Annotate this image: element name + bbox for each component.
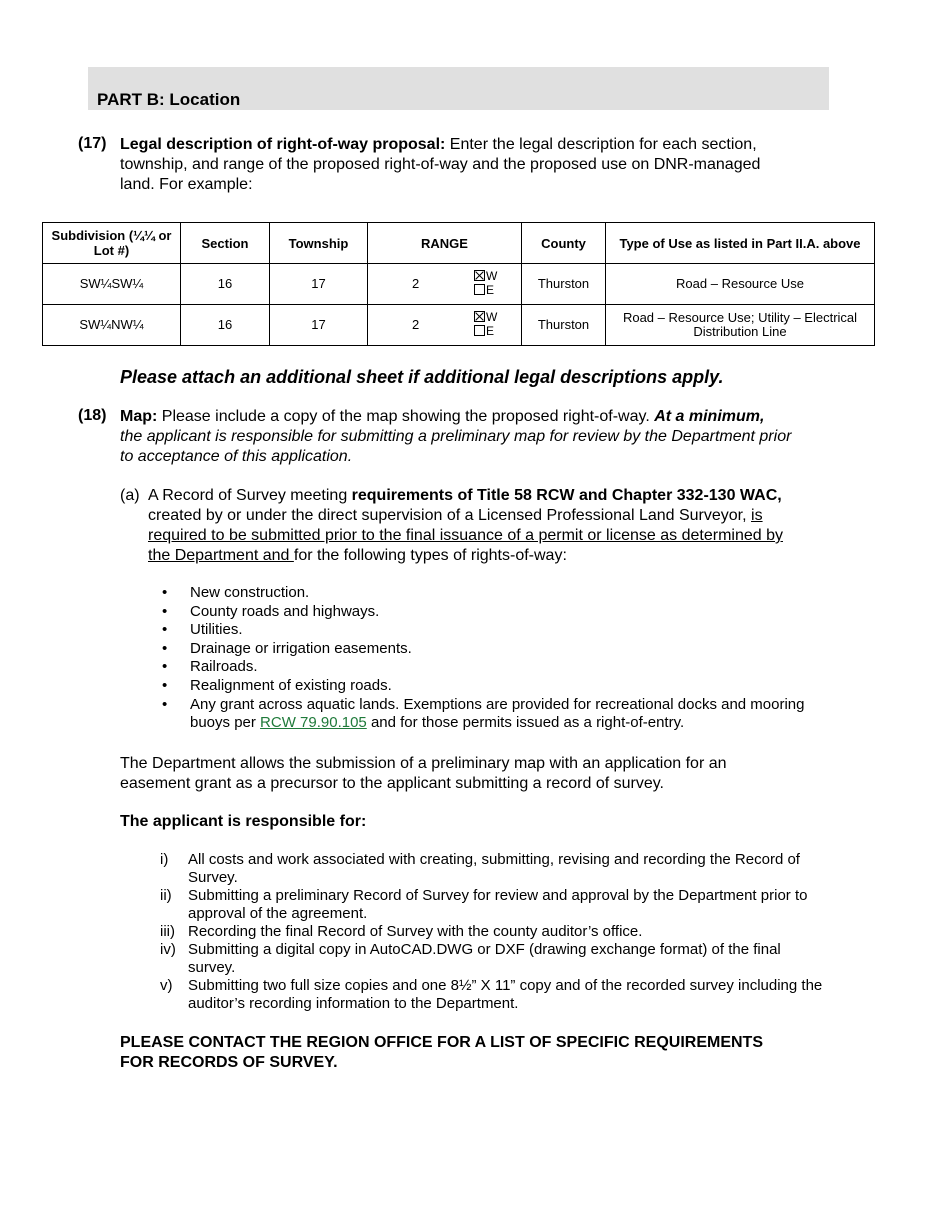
unchecked-box-icon[interactable]: [474, 284, 485, 295]
item-17-text: [120, 135, 840, 195]
direction-checkboxes: [474, 310, 497, 338]
item-18a-t1: A Record of Survey meeting: [148, 487, 352, 504]
right-of-way-types-list: [162, 584, 832, 733]
item-18-heading: Map:: [120, 408, 158, 425]
item-text: All costs and work associated with creating, submitting, revising and recording the Record of Survey.: [188, 851, 800, 886]
cell-section: 16: [181, 264, 270, 305]
rcw-link[interactable]: RCW 79.90.105: [260, 714, 367, 732]
header-range: RANGE: [368, 223, 522, 264]
list-item-text: Any grant across aquatic lands. Exemptions are provided for recreational docks and mooring buoys per: [190, 695, 805, 732]
header-section: Section: [181, 223, 270, 264]
item-17-number: (17): [78, 135, 107, 152]
item-18-emphasis: At a minimum,: [654, 408, 765, 425]
preliminary-map-paragraph: [120, 754, 840, 794]
preliminary-line1: The Department allows the submission of a preliminary map with an application for an: [120, 755, 727, 772]
item-18-line1: Please include a copy of the map showing the proposed right-of-way.: [157, 408, 655, 425]
list-item: [160, 977, 832, 1013]
list-item: • New construction.: [162, 584, 832, 603]
list-item: • Railroads.: [162, 658, 832, 677]
item-18-line3: to acceptance of this application.: [120, 448, 353, 465]
item-18a-t2-underline: is: [751, 507, 763, 524]
checked-box-icon[interactable]: [474, 270, 485, 281]
cell-county: Thurston: [522, 264, 606, 305]
item-text: Submitting a preliminary Record of Survey for review and approval by the Department prior to approval of the agreement.: [188, 887, 808, 922]
list-item: [160, 941, 832, 977]
list-item: [162, 696, 832, 733]
header-county: County: [522, 223, 606, 264]
cell-subdivision: SW¼SW¼: [43, 264, 181, 305]
item-18a-t4: for the following types of rights-of-way:: [293, 547, 567, 564]
item-18a-t1-bold: requirements of Title 58 RCW and Chapter 332-130 WAC,: [351, 487, 782, 504]
item-18a-t4-underline: the Department and: [148, 547, 294, 564]
range-value: 2: [412, 276, 420, 291]
item-numeral: i): [160, 851, 169, 868]
responsible-heading: The applicant is responsible for:: [120, 813, 367, 830]
item-numeral: iv): [160, 941, 176, 958]
cell-subdivision: SW¼NW¼: [43, 305, 181, 346]
contact-line1: PLEASE CONTACT THE REGION OFFICE FOR A LIST OF SPECIFIC REQUIREMENTS: [120, 1034, 763, 1051]
cell-type-of-use: Road – Resource Use; Utility – Electrical Distribution Line: [606, 305, 875, 346]
list-item: • Drainage or irrigation easements.: [162, 640, 832, 659]
item-numeral: v): [160, 977, 173, 994]
item-17-line3: land. For example:: [120, 176, 253, 193]
item-18a-text: [148, 486, 848, 566]
list-item: [160, 887, 832, 923]
contact-notice: [120, 1033, 840, 1073]
part-title: PART B: Location: [97, 90, 241, 109]
header-subdivision: Subdivision (¼¼ or Lot #): [43, 223, 181, 264]
cell-township: 17: [270, 305, 368, 346]
item-text: Submitting two full size copies and one 8½” X 11” copy and of the recorded survey including the auditor’s recording information to the Department.: [188, 977, 823, 1012]
dir-w-label: W: [486, 269, 498, 283]
legal-description-table: [42, 222, 875, 346]
item-17-line1: Enter the legal description for each section,: [445, 136, 757, 153]
attach-note: Please attach an additional sheet if additional legal descriptions apply.: [120, 367, 724, 387]
list-item: • County roads and highways.: [162, 603, 832, 622]
item-text: Submitting a digital copy in AutoCAD.DWG or DXF (drawing exchange format) of the final survey.: [188, 941, 781, 976]
item-numeral: iii): [160, 923, 175, 940]
item-18a-t3: required to be submitted prior to the final issuance of a permit or license as determined by: [148, 527, 783, 544]
item-numeral: ii): [160, 887, 172, 904]
item-18-text: [120, 407, 850, 467]
unchecked-box-icon[interactable]: [474, 325, 485, 336]
cell-county: Thurston: [522, 305, 606, 346]
table-row: [43, 305, 875, 346]
contact-line2: FOR RECORDS OF SURVEY.: [120, 1054, 338, 1071]
cell-type-of-use: Road – Resource Use: [606, 264, 875, 305]
preliminary-line2: easement grant as a precursor to the applicant submitting a record of survey.: [120, 775, 664, 792]
item-18a-t2: created by or under the direct supervision of a Licensed Professional Land Surveyor,: [148, 507, 752, 524]
table-header-row: [43, 223, 875, 264]
table-row: [43, 264, 875, 305]
item-18a-label: (a): [120, 487, 140, 504]
cell-range: [368, 264, 522, 305]
cell-section: 16: [181, 305, 270, 346]
dir-e-label: E: [486, 324, 495, 338]
direction-checkboxes: [474, 269, 497, 297]
item-17-heading: Legal description of right-of-way proposal:: [120, 136, 446, 153]
item-18-number: (18): [78, 407, 107, 424]
header-township: Township: [270, 223, 368, 264]
cell-township: 17: [270, 264, 368, 305]
dir-e-label: E: [486, 283, 495, 297]
checked-box-icon[interactable]: [474, 311, 485, 322]
list-item: • Realignment of existing roads.: [162, 677, 832, 696]
header-type-of-use: Type of Use as listed in Part II.A. above: [606, 223, 875, 264]
dir-w-label: W: [486, 310, 498, 324]
list-item: [160, 923, 832, 941]
range-value: 2: [412, 317, 420, 332]
item-17-line2: township, and range of the proposed right-of-way and the proposed use on DNR-managed: [120, 156, 761, 173]
list-item: [160, 851, 832, 887]
item-18-line2: the applicant is responsible for submitting a preliminary map for review by the Department prior: [120, 428, 792, 445]
responsibilities-list: [160, 851, 832, 1013]
item-text: Recording the final Record of Survey with the county auditor’s office.: [188, 923, 643, 940]
list-item-text-end: and for those permits issued as a right-of-entry.: [366, 714, 685, 732]
list-item: • Utilities.: [162, 621, 832, 640]
cell-range: [368, 305, 522, 346]
